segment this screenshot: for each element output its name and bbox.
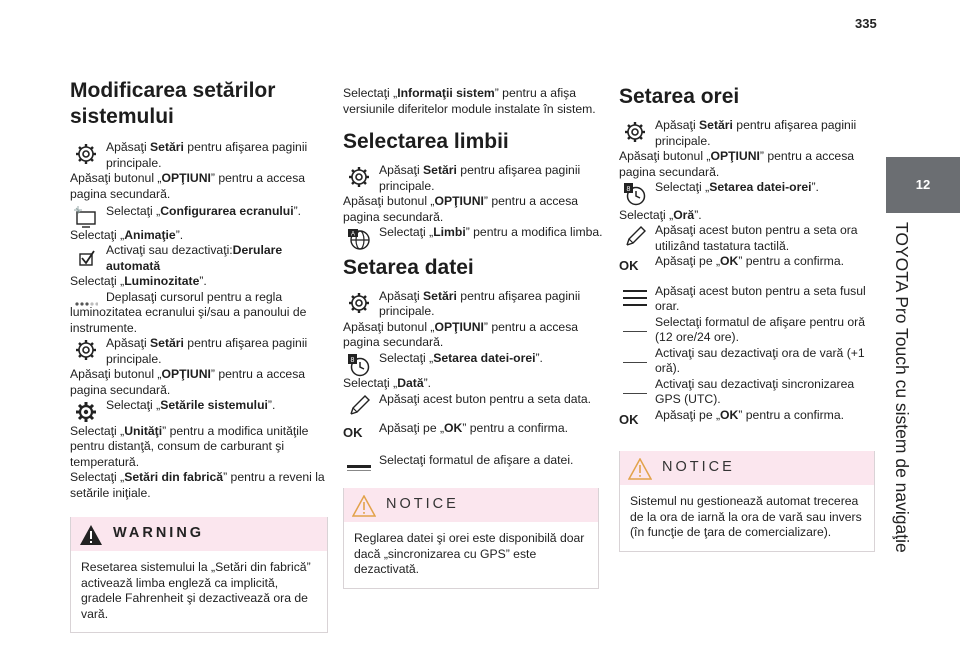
step-lang-settings (343, 163, 603, 194)
text-bold: Dată (397, 376, 424, 390)
date-time-clock-icon (623, 182, 647, 206)
column-2 (343, 86, 603, 589)
text: ”. (175, 227, 184, 242)
notice-triangle-icon (628, 458, 652, 480)
text-bold: OPŢIUNI (434, 194, 484, 208)
notice-title: NOTICE (662, 459, 735, 475)
notice-text: Sistemul nu gestionează automat trecerea de la ora de iarnă la ora de vară sau invers (în funcţie de ţara de comercializare). (630, 494, 862, 539)
text: Selectaţi „ (343, 376, 398, 390)
text: Selectaţi „ (379, 225, 434, 239)
text: ” pentru a accesa pagina secundară. (343, 194, 579, 224)
text-bold: Setări (423, 288, 457, 303)
step-set-time (619, 223, 879, 254)
text: Apăsaţi (655, 118, 700, 132)
notice-box-time (619, 451, 875, 552)
brightness-slider-icon (74, 292, 98, 316)
text: Deplasaţi cursorul pentru a regla luminozitatea ecranului şi/sau a panoului de instrumente. (70, 289, 307, 335)
format-line-icon (623, 317, 647, 341)
page-number: 335 (855, 16, 877, 31)
settings-gear-icon (347, 291, 371, 315)
text: ” pentru a accesa pagina secundară. (70, 171, 306, 201)
text-bold: Setări (699, 118, 733, 132)
text: Apăsaţi butonul „ (619, 149, 711, 163)
text: ” pentru a accesa pagina secundară. (343, 319, 579, 349)
notice-triangle-icon (352, 495, 376, 517)
svg-text:8: 8 (626, 186, 631, 193)
chapter-title-vertical (888, 222, 914, 553)
text: Apăsaţi butonul „ (343, 194, 435, 208)
text: Apăsaţi acest buton pentru a seta ora utilizând tastatura tactilă. (655, 223, 858, 253)
text: Apăsaţi butonul „ (343, 319, 435, 334)
heading-system-settings: Modificarea setărilor sistemului (70, 79, 276, 128)
text: Selectaţi „ (70, 470, 125, 484)
settings-gear-icon (623, 120, 647, 144)
format-line-icon (623, 379, 647, 403)
text: Apăsaţi pe „ (379, 421, 445, 435)
step-time-datetime (619, 180, 879, 196)
text-bold: Setări din fabrică (124, 470, 224, 484)
text-bold: OPŢIUNI (710, 149, 760, 163)
text: Selectaţi „ (70, 227, 125, 242)
text: Selectaţi „ (619, 207, 674, 222)
text: pentru afişarea paginii principale. (655, 118, 857, 148)
text-bold: Setările sistemului (160, 398, 268, 412)
text-bold: Animaţie (124, 227, 176, 242)
text: ” pentru a modifica unităţile pentru distanţă, consum de carburant şi temperatură. (70, 423, 309, 469)
text-bold: OK (720, 407, 739, 422)
text-bold: Setări (423, 163, 457, 177)
text-bold: Limbi (433, 225, 466, 239)
step-gps-sync (619, 377, 879, 408)
text: Selectaţi „ (106, 398, 161, 412)
notice-title: NOTICE (386, 496, 459, 512)
chapter-title: TOYOTA Pro Touch cu sistem de navigaţie (892, 222, 912, 553)
step-lang (343, 225, 603, 241)
text: Activaţi sau dezactivaţi: (106, 243, 233, 257)
warning-header (71, 517, 327, 551)
heading-date: Setarea datei (343, 255, 474, 279)
step-set-date (343, 392, 603, 408)
text-bold: OK (444, 421, 463, 435)
text: ”. (293, 204, 302, 218)
text: ”. (423, 376, 432, 390)
text: ” pentru a accesa pagina secundară. (70, 367, 306, 397)
text: Apăsaţi butonul „ (70, 367, 162, 381)
heading-time: Setarea orei (619, 85, 740, 108)
text-bold: OK (720, 254, 739, 268)
text: pentru afişarea paginii principale. (379, 163, 581, 193)
text-bold: OPŢIUNI (434, 319, 484, 334)
text: Apăsaţi pe „ (655, 254, 721, 268)
step-date-format (343, 453, 603, 469)
chapter-tab: 12 (886, 157, 960, 213)
language-globe-icon (347, 227, 371, 251)
step-time-settings (619, 118, 879, 149)
settings-gear-icon (74, 338, 98, 362)
text: ”. (199, 274, 207, 288)
step-timezone (619, 284, 879, 315)
text: Activaţi sau dezactivaţi ora de vară (+1 oră). (655, 345, 865, 375)
warning-text: Resetarea sistemului la „Setări din fabrică” activează limba engleză ca implicită, gradele Fahrenheit şi dezactivează ora de vară. (81, 560, 311, 621)
text: Apăsaţi acest buton pentru a seta data. (379, 391, 592, 406)
text: Apăsaţi pe „ (655, 407, 721, 422)
step-brightness (70, 290, 330, 337)
text: ”. (694, 207, 702, 222)
text: Selectaţi „ (70, 423, 125, 438)
text-bold: Setarea datei-orei (709, 180, 812, 194)
settings-gear-icon (347, 165, 371, 189)
text-bold: Setări (150, 140, 184, 154)
svg-text:8: 8 (350, 356, 355, 364)
notice-header (344, 488, 598, 522)
text: Selectaţi „ (655, 180, 710, 194)
svg-text:A: A (350, 231, 356, 238)
notice-text: Reglarea datei şi orei este disponibilă doar dacă „sincronizarea cu GPS” este dezactivată. (354, 531, 585, 576)
ok-button-icon: OK (619, 258, 639, 273)
step-ok-time (619, 254, 879, 273)
text: Activaţi sau dezactivaţi sincronizarea GPS (UTC). (655, 376, 855, 406)
text: pentru afişarea paginii principale. (106, 140, 308, 170)
step-ok-final (619, 407, 879, 427)
text: ” pentru a modifica limba. (465, 225, 603, 239)
step-autoscroll (70, 243, 330, 274)
checkbox-icon (74, 245, 98, 269)
format-line-icon (623, 348, 647, 372)
step-settings-2 (70, 336, 330, 367)
text: ” pentru a confirma. (738, 407, 844, 422)
text-bold: Unităţi (124, 423, 163, 438)
text: Selectaţi formatul de afişare pentru oră (12 ore/24 ore). (655, 314, 866, 344)
text: Apăsaţi butonul „ (70, 171, 162, 185)
pencil-icon (623, 225, 647, 249)
step-date-settings (343, 289, 603, 320)
step-settings (70, 140, 330, 171)
step-ok-date (343, 421, 603, 440)
text: Apăsaţi acest buton pentru a seta fusul orar. (655, 283, 866, 313)
notice-header (620, 451, 874, 485)
screen-config-icon (74, 206, 98, 230)
text-bold: OPŢIUNI (161, 367, 211, 381)
text: ”. (811, 180, 819, 194)
text: Apăsaţi (379, 288, 424, 303)
text-bold: Configurarea ecranului (160, 204, 294, 218)
text-bold: Setarea datei-orei (433, 350, 536, 365)
text: pentru afişarea paginii principale. (379, 288, 581, 318)
text: ”. (535, 350, 543, 365)
text-bold: Luminozitate (124, 274, 200, 288)
text: ” pentru a confirma. (738, 254, 844, 268)
text: Apăsaţi (106, 140, 151, 154)
text-bold: OPŢIUNI (161, 171, 211, 185)
ok-button-icon: OK (343, 425, 363, 440)
column-3 (619, 84, 879, 552)
text: ” pentru a confirma. (462, 421, 568, 435)
text: ” pentru a reveni la setările iniţiale. (70, 470, 325, 500)
notice-box-date (343, 488, 599, 589)
text-bold: Setări (150, 336, 184, 350)
date-time-clock-icon (347, 353, 371, 377)
text: Selectaţi formatul de afişare a datei. (379, 452, 574, 467)
text: Selectaţi „ (70, 274, 125, 288)
menu-lines-icon (623, 286, 647, 310)
text: Apăsaţi (379, 163, 424, 177)
column-1 (70, 78, 330, 633)
text: pentru afişarea paginii principale. (106, 336, 308, 366)
step-screen-config (70, 204, 330, 220)
pencil-icon (347, 394, 371, 418)
heading-language: Selectarea limbii (343, 130, 509, 153)
text-bold: Oră (673, 207, 695, 222)
text: ” pentru a accesa pagina secundară. (619, 149, 855, 179)
text-bold: Derulare automată (106, 243, 283, 273)
step-date-time (343, 351, 603, 367)
system-settings-gear-icon (74, 400, 98, 424)
text: Selectaţi „ (343, 86, 398, 100)
text: Selectaţi „ (106, 204, 161, 218)
ok-button-icon: OK (619, 411, 639, 427)
settings-gear-icon (74, 142, 98, 166)
step-time-format (619, 315, 879, 346)
text: Apăsaţi (106, 336, 151, 350)
warning-triangle-icon (79, 524, 103, 546)
text: Selectaţi „ (379, 350, 434, 365)
step-system-settings (70, 398, 330, 414)
warning-box (70, 517, 328, 633)
text: ”. (267, 398, 276, 412)
text-bold: Informaţii sistem (397, 86, 495, 100)
warning-title: WARNING (113, 525, 205, 541)
step-dst (619, 346, 879, 377)
text: ” pentru a afişa versiunile diferitelor module instalate în sistem. (343, 86, 596, 116)
format-line-icon (347, 455, 371, 479)
